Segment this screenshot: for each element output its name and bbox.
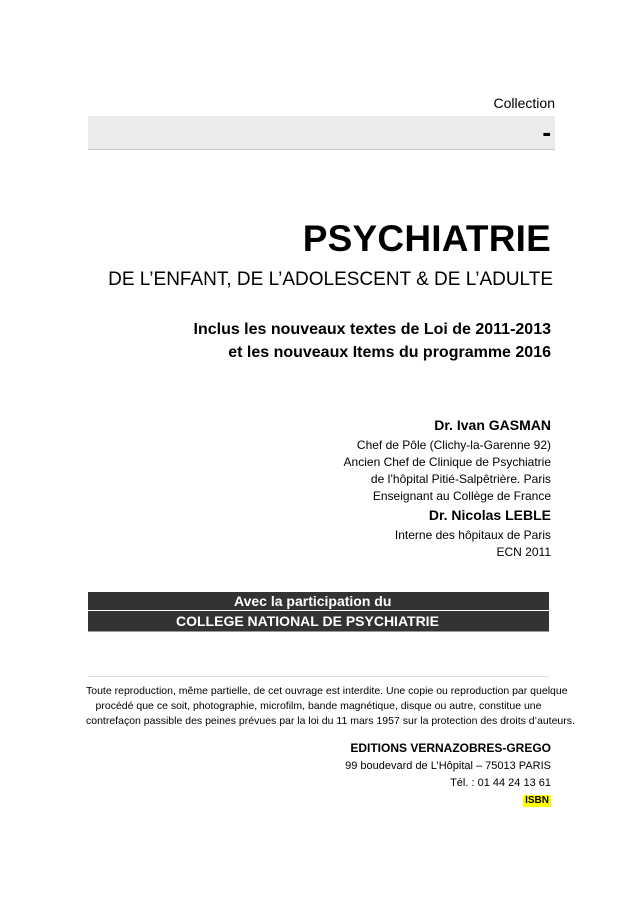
author-role: Interne des hôpitaux de Paris bbox=[394, 528, 551, 542]
tagline-line-1: Inclus les nouveaux textes de Loi de 2011-2013 bbox=[193, 321, 551, 338]
author-block bbox=[395, 505, 551, 561]
author-name: Dr. Nicolas LEBLE bbox=[428, 507, 551, 523]
publisher-block bbox=[345, 738, 551, 809]
author-role: ECN 2011 bbox=[496, 545, 551, 559]
author-block bbox=[344, 415, 551, 505]
participation-banner bbox=[88, 592, 549, 632]
publisher-phone: Tél. : 01 44 24 13 61 bbox=[450, 777, 551, 789]
participation-line-2: COLLEGE NATIONAL DE PSYCHIATRIE bbox=[88, 610, 549, 632]
author-role: Chef de Pôle (Clichy-la-Garenne 92) bbox=[356, 438, 551, 452]
copyright-notice bbox=[86, 684, 575, 729]
isbn-label: ISBN bbox=[525, 795, 549, 806]
book-title: PSYCHIATRIE bbox=[302, 218, 551, 259]
publisher-name: EDITIONS VERNAZOBRES-GREGO bbox=[350, 741, 551, 755]
copyright-line-1: Toute reproduction, même partielle, de cet ouvrage est interdite. Une copie ou reproduction par quelque bbox=[86, 685, 568, 697]
publisher-address: 99 boudevard de L’Hôpital – 75013 PARIS bbox=[345, 760, 551, 772]
divider bbox=[88, 676, 549, 677]
copyright-line-3: contrefaçon passible des peines prévues par la loi du 11 mars 1957 sur la protection des droits d’auteurs. bbox=[86, 715, 575, 727]
author-role: de l’hôpital Pitié-Salpêtrière. Paris bbox=[370, 472, 551, 486]
author-role: Enseignant au Collège de France bbox=[372, 489, 551, 503]
tagline-line-2: et les nouveaux Items du programme 2016 bbox=[228, 344, 551, 361]
copyright-line-2: procédé que ce soit, photographie, microfilm, bande magnétique, disque ou autre, constitue une bbox=[95, 700, 542, 712]
book-subtitle: DE L’ENFANT, DE L’ADOLESCENT & DE L’ADULTE bbox=[108, 269, 553, 290]
tagline bbox=[194, 318, 552, 364]
collection-band bbox=[88, 116, 555, 150]
participation-line-1: Avec la participation du bbox=[234, 593, 392, 609]
collection-label: Collection bbox=[493, 95, 555, 111]
author-role: Ancien Chef de Clinique de Psychiatrie bbox=[343, 455, 551, 469]
author-name: Dr. Ivan GASMAN bbox=[434, 417, 551, 433]
collection-name: - bbox=[542, 117, 551, 147]
